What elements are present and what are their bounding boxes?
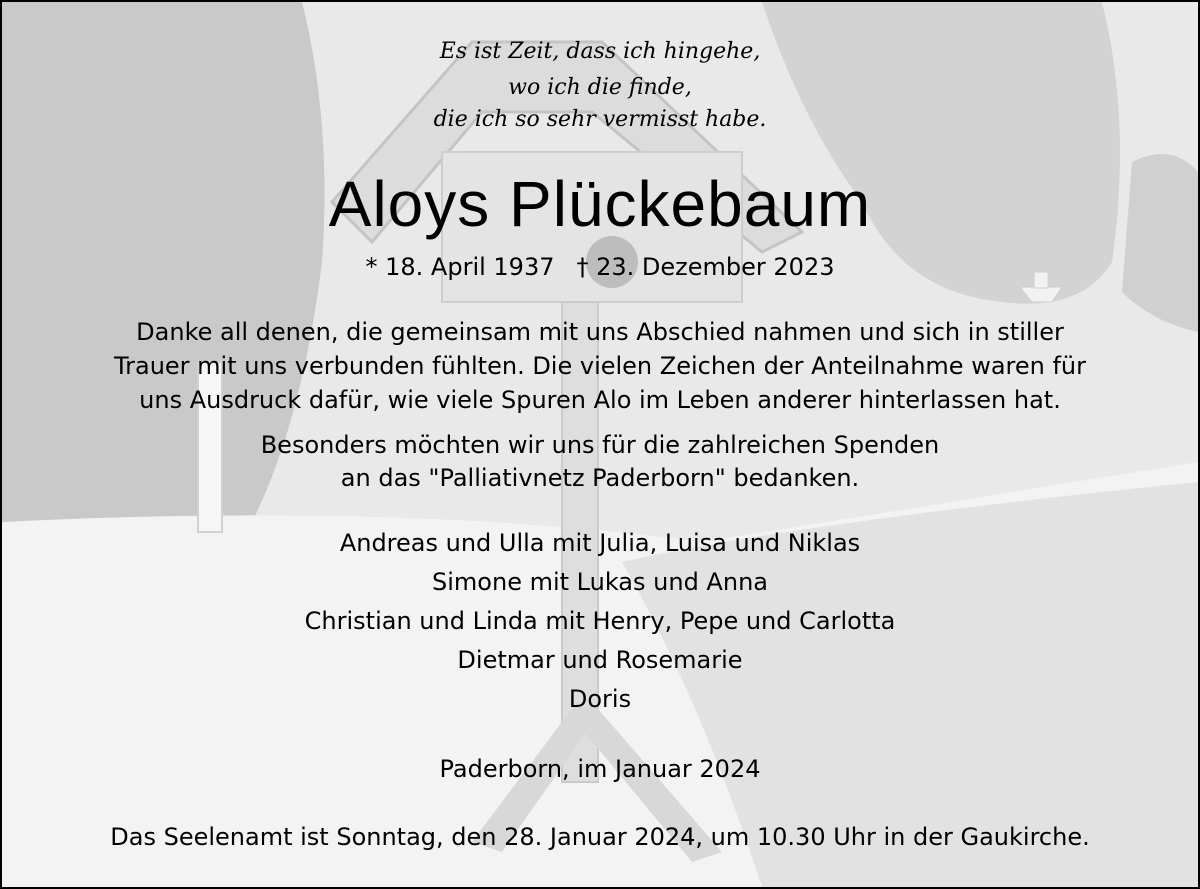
funeral-service: Das Seelenamt ist Sonntag, den 28. Januar 2024, um 10.30 Uhr in der Gaukirche. xyxy=(110,823,1090,851)
donations-line-1: Besonders möchten wir uns für die zahlreichen Spenden xyxy=(260,431,940,459)
verse-line-3: die ich so sehr vermisst habe. xyxy=(433,107,767,132)
thanks-line-3: uns Ausdruck dafür, wie viele Spuren Alo im Leben anderer hinterlassen hat. xyxy=(139,386,1061,414)
thanks-line-1: Danke all denen, die gemeinsam mit uns Abschied nahmen und sich in stiller xyxy=(136,318,1064,346)
family-line-1: Andreas und Ulla mit Julia, Luisa und Niklas xyxy=(339,529,861,557)
death-date: † 23. Dezember 2023 xyxy=(576,253,835,281)
family-line-2: Simone mit Lukas und Anna xyxy=(432,568,768,596)
family-line-5: Doris xyxy=(568,685,632,713)
life-dates xyxy=(2,251,1198,283)
thanks-line-2: Trauer mit uns verbunden fühlten. Die vielen Zeichen der Anteilnahme waren für xyxy=(113,352,1087,380)
family-line-3: Christian und Linda mit Henry, Pepe und Carlotta xyxy=(304,607,896,635)
verse-line-2: wo ich die finde, xyxy=(508,75,692,100)
family-line-4: Dietmar und Rosemarie xyxy=(457,646,743,674)
deceased-name: Aloys Plückebaum xyxy=(328,168,872,240)
notice-content xyxy=(2,2,1198,887)
birth-date: * 18. April 1937 xyxy=(365,253,555,281)
place-date: Paderborn, im Januar 2024 xyxy=(439,755,761,783)
donations-line-2: an das "Palliativnetz Paderborn" bedanken. xyxy=(340,464,860,492)
verse-line-1: Es ist Zeit, dass ich hingehe, xyxy=(439,39,761,64)
